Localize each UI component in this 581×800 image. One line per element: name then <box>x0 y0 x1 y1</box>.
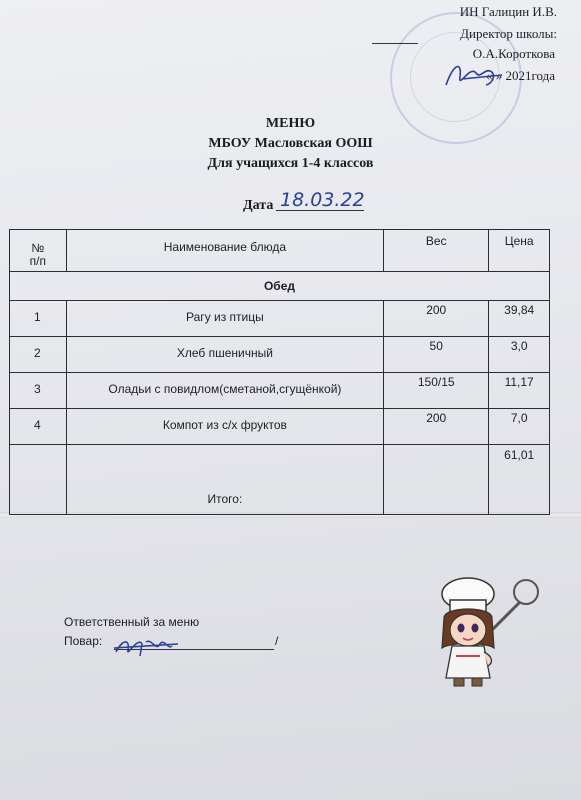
row-num: 1 <box>10 301 67 337</box>
menu-title: МЕНЮ <box>265 116 316 131</box>
row-name: Компот из с/х фруктов <box>66 409 383 445</box>
director-signature <box>440 55 510 97</box>
header-num-abbr: п/п <box>29 254 47 268</box>
row-price: 11,17 <box>489 373 550 409</box>
cook-line-end: / <box>275 634 279 648</box>
row-num: 4 <box>10 409 67 445</box>
header-num-symbol: № <box>31 241 45 255</box>
header-num <box>10 230 67 272</box>
row-num: 2 <box>10 337 67 373</box>
row-price: 7,0 <box>489 409 550 445</box>
audience: Для учащихся 1-4 классов <box>207 156 374 171</box>
row-price: 39,84 <box>489 301 550 337</box>
date-value: 18.03.22 <box>280 189 365 211</box>
signatory-name: О.А.Короткова <box>472 46 555 61</box>
row-name: Хлеб пшеничный <box>66 337 383 373</box>
section-row <box>10 272 550 301</box>
total-value: 61,01 <box>489 445 550 515</box>
cook-label: Повар: <box>64 634 103 648</box>
row-weight: 200 <box>384 301 489 337</box>
total-row <box>10 445 550 515</box>
row-price: 3,0 <box>489 337 550 373</box>
table-row <box>10 301 550 337</box>
row-weight: 50 <box>384 337 489 373</box>
header-name: Наименование блюда <box>66 230 383 272</box>
responsible-label: Ответственный за меню <box>64 615 200 629</box>
date-label: Дата <box>243 198 274 213</box>
approver-position: Директор школы: <box>460 26 557 41</box>
row-num: 3 <box>10 373 67 409</box>
approval-date: « » 2021года <box>485 68 555 83</box>
total-label: Итого: <box>66 445 383 515</box>
row-weight: 200 <box>384 409 489 445</box>
menu-table <box>9 229 550 515</box>
approver-name: ИН Галицин И.В. <box>459 4 557 19</box>
table-row <box>10 337 550 373</box>
total-weight-cell <box>384 445 489 515</box>
header-price: Цена <box>489 230 550 272</box>
section-title: Обед <box>10 272 550 301</box>
school-name: МБОУ Масловская ООШ <box>208 136 373 151</box>
row-weight: 150/15 <box>384 373 489 409</box>
chef-illustration <box>420 572 550 692</box>
row-name: Оладьи с повидлом(сметаной,сгущёнкой) <box>66 373 383 409</box>
header-weight: Вес <box>384 230 489 272</box>
signature-line <box>372 43 418 44</box>
table-header-row <box>10 230 550 272</box>
table-row <box>10 409 550 445</box>
total-num-cell <box>10 445 67 515</box>
row-name: Рагу из птицы <box>66 301 383 337</box>
cook-signature <box>112 630 192 662</box>
table-row <box>10 373 550 409</box>
date-underline <box>276 210 364 211</box>
